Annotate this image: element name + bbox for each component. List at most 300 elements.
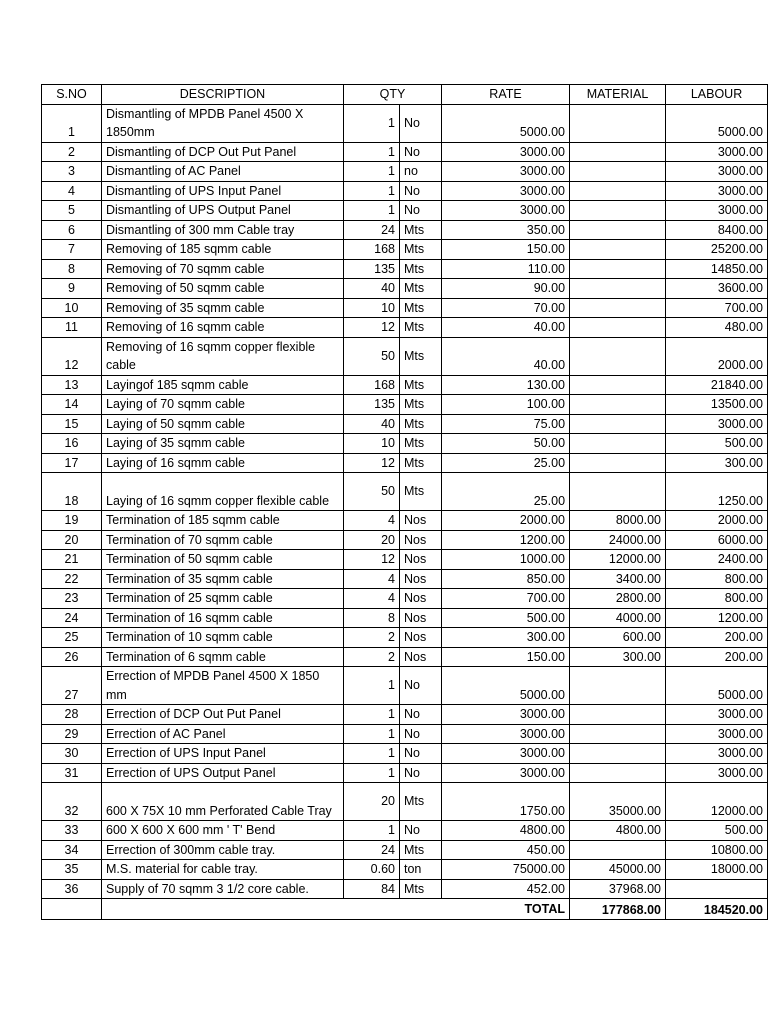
row-material: 8000.00 bbox=[570, 511, 666, 531]
row-material bbox=[570, 724, 666, 744]
row-labour: 12000.00 bbox=[666, 783, 768, 821]
row-qty: 1 bbox=[344, 744, 400, 764]
row-description: Laying of 70 sqmm cable bbox=[102, 395, 344, 415]
row-sno: 25 bbox=[42, 628, 102, 648]
row-rate: 1750.00 bbox=[442, 783, 570, 821]
header-labour: LABOUR bbox=[666, 85, 768, 105]
row-unit: No bbox=[400, 744, 442, 764]
row-description: Removing of 35 sqmm cable bbox=[102, 298, 344, 318]
row-description: Layingof 185 sqmm cable bbox=[102, 375, 344, 395]
row-labour: 300.00 bbox=[666, 453, 768, 473]
row-description: Termination of 6 sqmm cable bbox=[102, 647, 344, 667]
row-rate: 50.00 bbox=[442, 434, 570, 454]
row-rate: 150.00 bbox=[442, 240, 570, 260]
row-material bbox=[570, 279, 666, 299]
row-description: Removing of 16 sqmm cable bbox=[102, 318, 344, 338]
table-row bbox=[42, 763, 768, 783]
row-description: Termination of 70 sqmm cable bbox=[102, 530, 344, 550]
row-sno: 14 bbox=[42, 395, 102, 415]
table-row bbox=[42, 550, 768, 570]
row-description: Termination of 185 sqmm cable bbox=[102, 511, 344, 531]
row-rate: 300.00 bbox=[442, 628, 570, 648]
row-qty: 40 bbox=[344, 279, 400, 299]
row-rate: 700.00 bbox=[442, 589, 570, 609]
table-row bbox=[42, 647, 768, 667]
row-unit: Mts bbox=[400, 259, 442, 279]
row-labour: 3000.00 bbox=[666, 414, 768, 434]
row-sno: 34 bbox=[42, 840, 102, 860]
row-labour: 500.00 bbox=[666, 821, 768, 841]
row-description: Removing of 185 sqmm cable bbox=[102, 240, 344, 260]
row-material bbox=[570, 318, 666, 338]
row-qty: 20 bbox=[344, 783, 400, 821]
row-material bbox=[570, 259, 666, 279]
row-sno: 8 bbox=[42, 259, 102, 279]
row-rate: 40.00 bbox=[442, 337, 570, 375]
row-qty: 50 bbox=[344, 337, 400, 375]
row-sno: 29 bbox=[42, 724, 102, 744]
row-qty: 1 bbox=[344, 821, 400, 841]
row-qty: 10 bbox=[344, 434, 400, 454]
row-qty: 12 bbox=[344, 550, 400, 570]
total-label: TOTAL bbox=[102, 899, 570, 920]
row-rate: 25.00 bbox=[442, 453, 570, 473]
row-description: Dismantling of UPS Output Panel bbox=[102, 201, 344, 221]
row-qty: 20 bbox=[344, 530, 400, 550]
row-labour: 480.00 bbox=[666, 318, 768, 338]
total-labour: 184520.00 bbox=[666, 899, 768, 920]
row-rate: 350.00 bbox=[442, 220, 570, 240]
row-sno: 24 bbox=[42, 608, 102, 628]
row-rate: 130.00 bbox=[442, 375, 570, 395]
row-material bbox=[570, 104, 666, 142]
row-sno: 19 bbox=[42, 511, 102, 531]
table-row bbox=[42, 181, 768, 201]
row-labour: 5000.00 bbox=[666, 667, 768, 705]
row-sno: 5 bbox=[42, 201, 102, 221]
row-sno: 2 bbox=[42, 142, 102, 162]
row-unit: Nos bbox=[400, 569, 442, 589]
row-material bbox=[570, 375, 666, 395]
row-sno: 17 bbox=[42, 453, 102, 473]
row-description: Dismantling of UPS Input Panel bbox=[102, 181, 344, 201]
row-sno: 22 bbox=[42, 569, 102, 589]
row-rate: 25.00 bbox=[442, 473, 570, 511]
total-material: 177868.00 bbox=[570, 899, 666, 920]
table-row bbox=[42, 142, 768, 162]
row-qty: 2 bbox=[344, 647, 400, 667]
row-sno: 1 bbox=[42, 104, 102, 142]
row-qty: 12 bbox=[344, 318, 400, 338]
row-material: 24000.00 bbox=[570, 530, 666, 550]
row-sno: 18 bbox=[42, 473, 102, 511]
row-sno: 3 bbox=[42, 162, 102, 182]
row-labour: 200.00 bbox=[666, 628, 768, 648]
row-description: Termination of 25 sqmm cable bbox=[102, 589, 344, 609]
row-rate: 40.00 bbox=[442, 318, 570, 338]
row-material bbox=[570, 473, 666, 511]
row-unit: Mts bbox=[400, 453, 442, 473]
row-material bbox=[570, 220, 666, 240]
row-rate: 2000.00 bbox=[442, 511, 570, 531]
table-row bbox=[42, 473, 768, 511]
row-qty: 1 bbox=[344, 142, 400, 162]
table-row bbox=[42, 259, 768, 279]
row-sno: 30 bbox=[42, 744, 102, 764]
row-unit: No bbox=[400, 181, 442, 201]
row-rate: 4800.00 bbox=[442, 821, 570, 841]
row-sno: 4 bbox=[42, 181, 102, 201]
row-labour: 2400.00 bbox=[666, 550, 768, 570]
row-labour: 200.00 bbox=[666, 647, 768, 667]
row-description: Errection of 300mm cable tray. bbox=[102, 840, 344, 860]
row-labour: 800.00 bbox=[666, 589, 768, 609]
row-qty: 1 bbox=[344, 705, 400, 725]
row-description: 600 X 600 X 600 mm ' T' Bend bbox=[102, 821, 344, 841]
row-unit: No bbox=[400, 142, 442, 162]
row-rate: 3000.00 bbox=[442, 162, 570, 182]
row-qty: 40 bbox=[344, 414, 400, 434]
row-qty: 1 bbox=[344, 201, 400, 221]
row-qty: 4 bbox=[344, 511, 400, 531]
row-material: 3400.00 bbox=[570, 569, 666, 589]
row-unit: No bbox=[400, 201, 442, 221]
row-labour: 3000.00 bbox=[666, 142, 768, 162]
row-labour: 800.00 bbox=[666, 569, 768, 589]
row-labour: 2000.00 bbox=[666, 337, 768, 375]
header-rate: RATE bbox=[442, 85, 570, 105]
row-labour: 3000.00 bbox=[666, 744, 768, 764]
table-row bbox=[42, 337, 768, 375]
table-row bbox=[42, 879, 768, 899]
row-material: 4800.00 bbox=[570, 821, 666, 841]
row-unit: Mts bbox=[400, 434, 442, 454]
table-row bbox=[42, 375, 768, 395]
row-unit: Nos bbox=[400, 647, 442, 667]
row-qty: 1 bbox=[344, 162, 400, 182]
row-rate: 3000.00 bbox=[442, 763, 570, 783]
row-sno: 36 bbox=[42, 879, 102, 899]
header-row bbox=[42, 85, 768, 105]
row-rate: 75.00 bbox=[442, 414, 570, 434]
row-labour: 18000.00 bbox=[666, 860, 768, 880]
row-material bbox=[570, 453, 666, 473]
row-rate: 1000.00 bbox=[442, 550, 570, 570]
table-row bbox=[42, 162, 768, 182]
row-unit: No bbox=[400, 104, 442, 142]
row-rate: 100.00 bbox=[442, 395, 570, 415]
row-unit: no bbox=[400, 162, 442, 182]
row-sno: 20 bbox=[42, 530, 102, 550]
row-labour: 2000.00 bbox=[666, 511, 768, 531]
row-qty: 1 bbox=[344, 181, 400, 201]
row-labour: 1200.00 bbox=[666, 608, 768, 628]
table-row bbox=[42, 434, 768, 454]
row-description: Termination of 35 sqmm cable bbox=[102, 569, 344, 589]
row-material: 4000.00 bbox=[570, 608, 666, 628]
row-labour: 3000.00 bbox=[666, 181, 768, 201]
row-labour: 3000.00 bbox=[666, 162, 768, 182]
row-sno: 12 bbox=[42, 337, 102, 375]
row-sno: 7 bbox=[42, 240, 102, 260]
table-row bbox=[42, 240, 768, 260]
row-material bbox=[570, 395, 666, 415]
row-qty: 24 bbox=[344, 220, 400, 240]
row-labour: 5000.00 bbox=[666, 104, 768, 142]
row-labour: 25200.00 bbox=[666, 240, 768, 260]
row-description: Errection of AC Panel bbox=[102, 724, 344, 744]
row-unit: No bbox=[400, 821, 442, 841]
row-rate: 452.00 bbox=[442, 879, 570, 899]
table-row bbox=[42, 395, 768, 415]
row-qty: 10 bbox=[344, 298, 400, 318]
row-labour: 700.00 bbox=[666, 298, 768, 318]
row-unit: Mts bbox=[400, 337, 442, 375]
row-material: 12000.00 bbox=[570, 550, 666, 570]
row-description: Dismantling of MPDB Panel 4500 X 1850mm bbox=[102, 104, 344, 142]
row-qty: 1 bbox=[344, 763, 400, 783]
row-rate: 3000.00 bbox=[442, 744, 570, 764]
row-unit: Mts bbox=[400, 473, 442, 511]
row-material bbox=[570, 763, 666, 783]
row-labour: 3000.00 bbox=[666, 763, 768, 783]
table-row bbox=[42, 104, 768, 142]
row-description: Laying of 16 sqmm cable bbox=[102, 453, 344, 473]
row-description: Dismantling of DCP Out Put Panel bbox=[102, 142, 344, 162]
row-rate: 850.00 bbox=[442, 569, 570, 589]
row-sno: 28 bbox=[42, 705, 102, 725]
row-sno: 35 bbox=[42, 860, 102, 880]
row-qty: 0.60 bbox=[344, 860, 400, 880]
row-qty: 24 bbox=[344, 840, 400, 860]
row-rate: 3000.00 bbox=[442, 142, 570, 162]
table-row bbox=[42, 667, 768, 705]
table-row bbox=[42, 821, 768, 841]
table-row bbox=[42, 589, 768, 609]
row-material bbox=[570, 414, 666, 434]
row-description: Errection of MPDB Panel 4500 X 1850 mm bbox=[102, 667, 344, 705]
bill-of-quantities-table bbox=[41, 84, 768, 920]
row-rate: 110.00 bbox=[442, 259, 570, 279]
row-sno: 31 bbox=[42, 763, 102, 783]
row-unit: Mts bbox=[400, 783, 442, 821]
row-qty: 168 bbox=[344, 375, 400, 395]
row-material: 45000.00 bbox=[570, 860, 666, 880]
row-rate: 70.00 bbox=[442, 298, 570, 318]
row-qty: 8 bbox=[344, 608, 400, 628]
row-material bbox=[570, 142, 666, 162]
row-sno: 23 bbox=[42, 589, 102, 609]
row-labour: 3000.00 bbox=[666, 724, 768, 744]
row-rate: 150.00 bbox=[442, 647, 570, 667]
row-labour: 3000.00 bbox=[666, 201, 768, 221]
table-row bbox=[42, 201, 768, 221]
row-material bbox=[570, 667, 666, 705]
row-rate: 3000.00 bbox=[442, 201, 570, 221]
row-unit: Mts bbox=[400, 318, 442, 338]
table-row bbox=[42, 628, 768, 648]
table-row bbox=[42, 279, 768, 299]
row-unit: No bbox=[400, 667, 442, 705]
row-sno: 15 bbox=[42, 414, 102, 434]
row-unit: Mts bbox=[400, 240, 442, 260]
table-row bbox=[42, 530, 768, 550]
row-qty: 168 bbox=[344, 240, 400, 260]
row-qty: 84 bbox=[344, 879, 400, 899]
row-qty: 1 bbox=[344, 667, 400, 705]
header-description: DESCRIPTION bbox=[102, 85, 344, 105]
row-unit: Mts bbox=[400, 395, 442, 415]
header-material: MATERIAL bbox=[570, 85, 666, 105]
row-labour: 13500.00 bbox=[666, 395, 768, 415]
row-rate: 3000.00 bbox=[442, 705, 570, 725]
row-unit: No bbox=[400, 705, 442, 725]
row-description: Supply of 70 sqmm 3 1/2 core cable. bbox=[102, 879, 344, 899]
row-material bbox=[570, 705, 666, 725]
row-labour: 8400.00 bbox=[666, 220, 768, 240]
row-material bbox=[570, 298, 666, 318]
table-row bbox=[42, 744, 768, 764]
row-sno: 33 bbox=[42, 821, 102, 841]
row-description: Termination of 50 sqmm cable bbox=[102, 550, 344, 570]
table-row bbox=[42, 840, 768, 860]
row-material bbox=[570, 162, 666, 182]
row-unit: Mts bbox=[400, 879, 442, 899]
row-material: 2800.00 bbox=[570, 589, 666, 609]
row-material bbox=[570, 337, 666, 375]
row-labour: 1250.00 bbox=[666, 473, 768, 511]
row-description: Errection of UPS Input Panel bbox=[102, 744, 344, 764]
row-rate: 75000.00 bbox=[442, 860, 570, 880]
table-row bbox=[42, 414, 768, 434]
row-material bbox=[570, 840, 666, 860]
table-row bbox=[42, 783, 768, 821]
row-rate: 450.00 bbox=[442, 840, 570, 860]
row-material bbox=[570, 201, 666, 221]
row-rate: 90.00 bbox=[442, 279, 570, 299]
row-description: Removing of 50 sqmm cable bbox=[102, 279, 344, 299]
row-description: Termination of 16 sqmm cable bbox=[102, 608, 344, 628]
row-sno: 13 bbox=[42, 375, 102, 395]
row-qty: 135 bbox=[344, 259, 400, 279]
row-unit: Mts bbox=[400, 840, 442, 860]
table-row bbox=[42, 318, 768, 338]
row-unit: No bbox=[400, 724, 442, 744]
row-rate: 5000.00 bbox=[442, 667, 570, 705]
row-material: 600.00 bbox=[570, 628, 666, 648]
row-material: 37968.00 bbox=[570, 879, 666, 899]
row-labour bbox=[666, 879, 768, 899]
row-labour: 3600.00 bbox=[666, 279, 768, 299]
row-unit: Nos bbox=[400, 511, 442, 531]
row-qty: 4 bbox=[344, 569, 400, 589]
row-unit: No bbox=[400, 763, 442, 783]
row-description: Removing of 16 sqmm copper flexible cable bbox=[102, 337, 344, 375]
table-row bbox=[42, 298, 768, 318]
row-sno: 6 bbox=[42, 220, 102, 240]
row-material bbox=[570, 240, 666, 260]
row-labour: 3000.00 bbox=[666, 705, 768, 725]
table-row bbox=[42, 724, 768, 744]
row-description: Termination of 10 sqmm cable bbox=[102, 628, 344, 648]
row-sno: 32 bbox=[42, 783, 102, 821]
row-unit: Mts bbox=[400, 279, 442, 299]
row-unit: Mts bbox=[400, 375, 442, 395]
row-labour: 6000.00 bbox=[666, 530, 768, 550]
row-description: Laying of 50 sqmm cable bbox=[102, 414, 344, 434]
row-qty: 1 bbox=[344, 104, 400, 142]
row-unit: ton bbox=[400, 860, 442, 880]
row-description: Laying of 35 sqmm cable bbox=[102, 434, 344, 454]
row-qty: 1 bbox=[344, 724, 400, 744]
row-sno: 9 bbox=[42, 279, 102, 299]
header-sno: S.NO bbox=[42, 85, 102, 105]
row-unit: Mts bbox=[400, 220, 442, 240]
row-sno: 26 bbox=[42, 647, 102, 667]
row-description: Removing of 70 sqmm cable bbox=[102, 259, 344, 279]
row-material: 300.00 bbox=[570, 647, 666, 667]
row-labour: 500.00 bbox=[666, 434, 768, 454]
row-unit: Nos bbox=[400, 608, 442, 628]
row-qty: 135 bbox=[344, 395, 400, 415]
row-unit: Mts bbox=[400, 298, 442, 318]
row-description: Errection of DCP Out Put Panel bbox=[102, 705, 344, 725]
table-row bbox=[42, 608, 768, 628]
row-sno: 11 bbox=[42, 318, 102, 338]
row-labour: 21840.00 bbox=[666, 375, 768, 395]
row-qty: 2 bbox=[344, 628, 400, 648]
row-description: Errection of UPS Output Panel bbox=[102, 763, 344, 783]
header-qty: QTY bbox=[344, 85, 442, 105]
row-material: 35000.00 bbox=[570, 783, 666, 821]
table-row bbox=[42, 220, 768, 240]
row-sno: 27 bbox=[42, 667, 102, 705]
row-description: Laying of 16 sqmm copper flexible cable bbox=[102, 473, 344, 511]
row-description: M.S. material for cable tray. bbox=[102, 860, 344, 880]
row-sno: 10 bbox=[42, 298, 102, 318]
row-sno: 16 bbox=[42, 434, 102, 454]
row-sno: 21 bbox=[42, 550, 102, 570]
row-material bbox=[570, 744, 666, 764]
row-rate: 500.00 bbox=[442, 608, 570, 628]
row-qty: 12 bbox=[344, 453, 400, 473]
row-description: Dismantling of 300 mm Cable tray bbox=[102, 220, 344, 240]
table-row bbox=[42, 453, 768, 473]
row-qty: 4 bbox=[344, 589, 400, 609]
total-blank bbox=[42, 899, 102, 920]
row-unit: Nos bbox=[400, 589, 442, 609]
row-material bbox=[570, 181, 666, 201]
row-description: 600 X 75X 10 mm Perforated Cable Tray bbox=[102, 783, 344, 821]
row-description: Dismantling of AC Panel bbox=[102, 162, 344, 182]
row-rate: 3000.00 bbox=[442, 181, 570, 201]
row-labour: 14850.00 bbox=[666, 259, 768, 279]
table-row bbox=[42, 860, 768, 880]
row-unit: Nos bbox=[400, 530, 442, 550]
table-row bbox=[42, 511, 768, 531]
row-unit: Mts bbox=[400, 414, 442, 434]
table-row bbox=[42, 569, 768, 589]
row-rate: 3000.00 bbox=[442, 724, 570, 744]
row-rate: 5000.00 bbox=[442, 104, 570, 142]
row-unit: Nos bbox=[400, 628, 442, 648]
row-qty: 50 bbox=[344, 473, 400, 511]
row-labour: 10800.00 bbox=[666, 840, 768, 860]
row-unit: Nos bbox=[400, 550, 442, 570]
total-row bbox=[42, 899, 768, 920]
row-material bbox=[570, 434, 666, 454]
table-row bbox=[42, 705, 768, 725]
